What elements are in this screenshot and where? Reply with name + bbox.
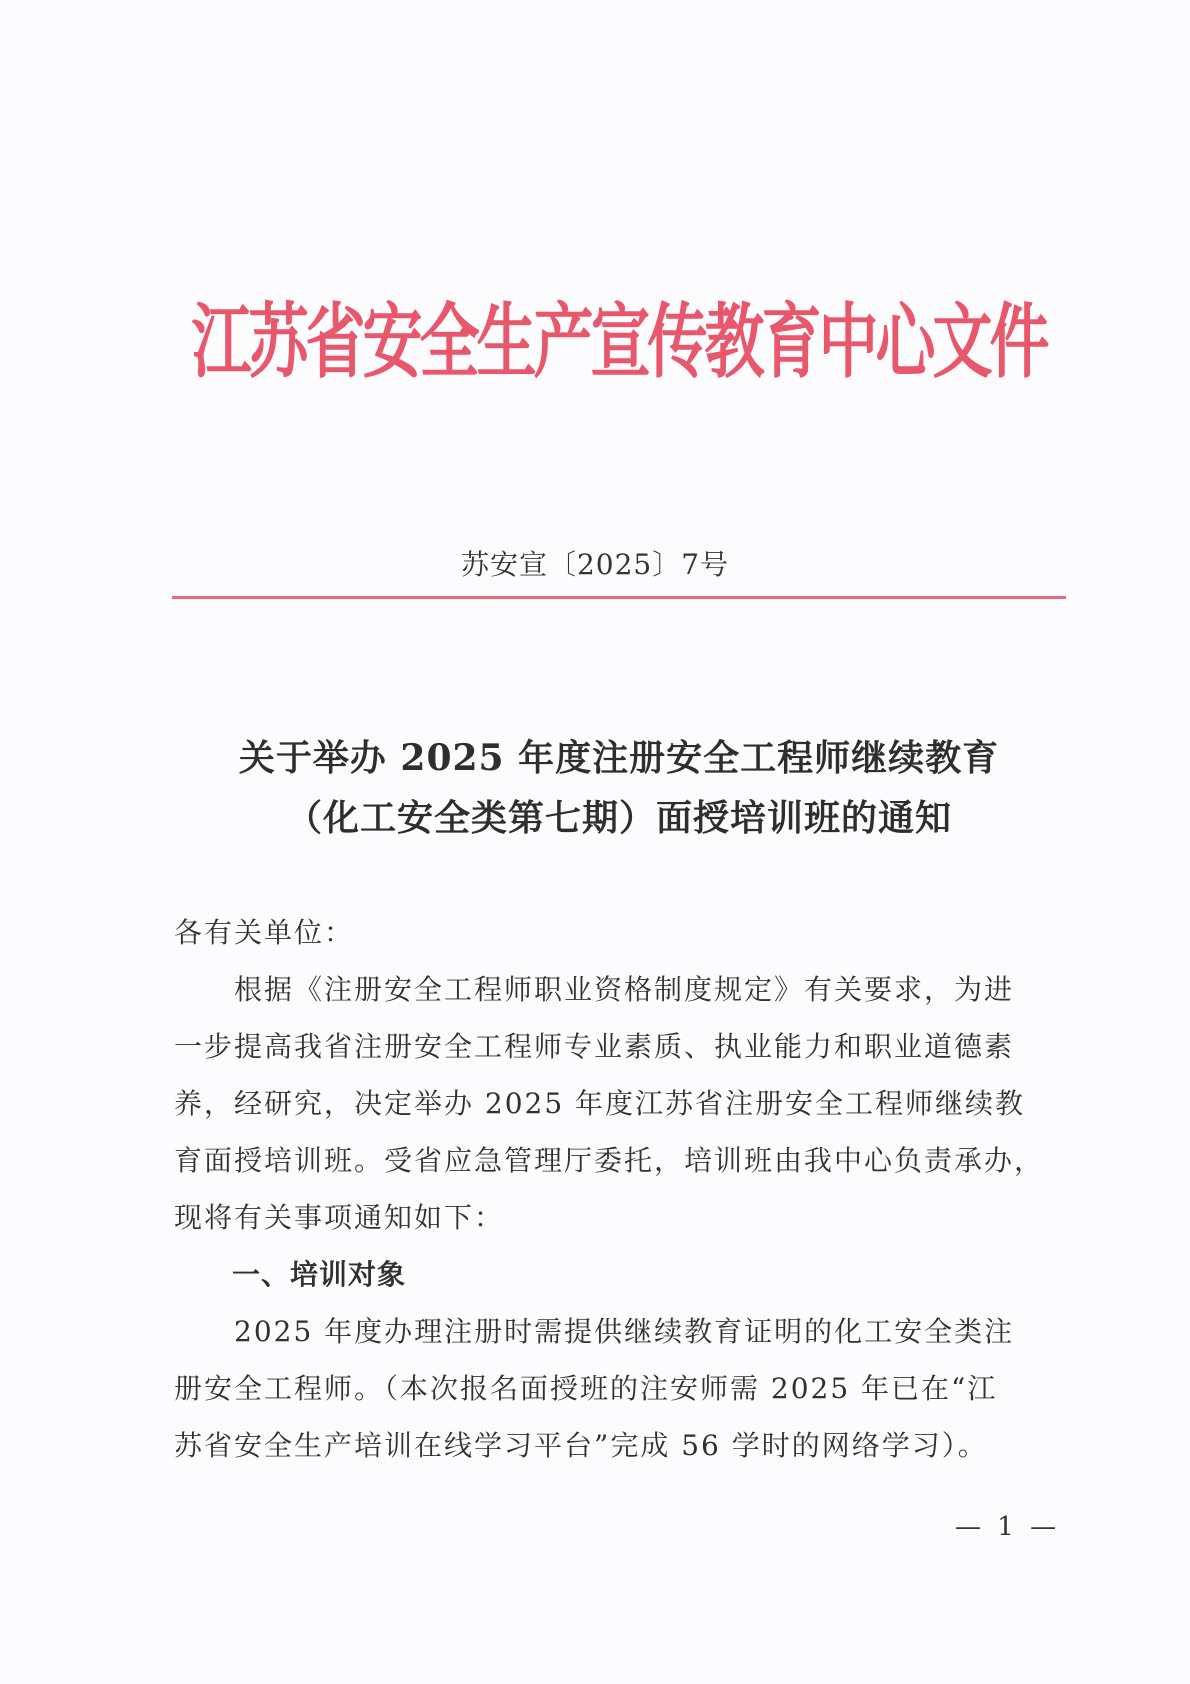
paragraph-1-line-2: 一步提高我省注册安全工程师专业素质、执业能力和职业道德素 [174,1030,1015,1063]
paragraph-1-line-5: 现将有关事项通知如下： [174,1201,505,1234]
paragraph-1-line-3: 养，经研究，决定举办 2025 年度江苏省注册安全工程师继续教 [174,1087,1026,1120]
section-1-heading: 一、培训对象 [174,1258,407,1291]
document-number: 苏安宣〔2025〕7号 [460,548,730,581]
paragraph-2-line-3: 苏省安全生产培训在线学习平台”完成 56 学时的网络学习）。 [174,1429,988,1462]
paragraph-1-line-1: 根据《注册安全工程师职业资格制度规定》有关要求，为进 [174,973,1015,1006]
salutation: 各有关单位： [174,916,355,949]
notice-title-line-2: （化工安全类第七期）面授培训班的通知 [285,797,952,839]
paragraph-2-line-2: 册安全工程师。（本次报名面授班的注安师需 2025 年已在“江 [174,1372,998,1405]
red-divider-line [172,596,1066,599]
notice-title-line-1: 关于举办 2025 年度注册安全工程师继续教育 [238,737,1000,779]
paragraph-2-line-1: 2025 年度办理注册时需提供继续教育证明的化工安全类注 [174,1315,1015,1348]
masthead-title: 江苏省安全生产宣传教育中心文件 [191,295,1047,390]
page-number: — 1 — [955,1512,1061,1542]
paragraph-1-line-4: 育面授培训班。受省应急管理厅委托，培训班由我中心负责承办， [174,1144,1045,1177]
